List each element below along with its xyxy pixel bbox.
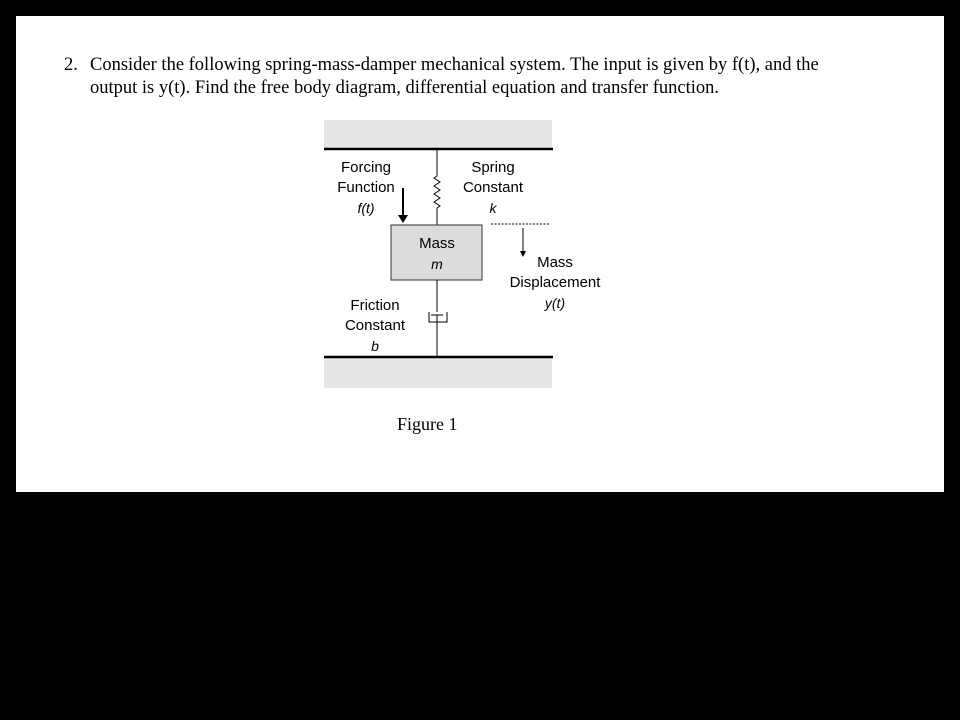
top-ground-fill: [324, 120, 552, 150]
friction-label-line1: Friction: [350, 297, 400, 314]
question-number: 2.: [64, 55, 78, 75]
forcing-label-line1: Forcing: [340, 159, 392, 176]
question-text: Consider the following spring-mass-damper mechanical system. The input is given by f(t), and the output is y(t). Find the free body diagram, differential equation and transfer function.: [90, 55, 819, 98]
friction-symbol: b: [371, 338, 379, 354]
displacement-label-line1: Mass: [537, 254, 573, 271]
forcing-arrow: [398, 188, 408, 223]
friction-label-line2: Constant: [344, 317, 406, 334]
spring-label-line1: Spring: [471, 159, 515, 176]
displacement-arrow: [520, 228, 526, 257]
mass-label: Mass: [419, 235, 455, 252]
document-page: [16, 16, 944, 492]
spring-mass-damper-figure: [16, 16, 944, 492]
spring-symbol: k: [489, 200, 497, 216]
mass-symbol: m: [431, 256, 443, 272]
displacement-label-line2: Displacement: [509, 274, 601, 291]
displacement-symbol: y(t): [544, 295, 566, 311]
forcing-symbol: f(t): [357, 200, 375, 216]
bottom-ground-fill: [324, 356, 552, 388]
figure-caption: Figure 1: [397, 414, 458, 434]
forcing-label-line2: Function: [337, 179, 395, 196]
damper-element: [429, 280, 447, 356]
spring-label-line2: Constant: [462, 179, 524, 196]
spring-element: [434, 150, 440, 225]
